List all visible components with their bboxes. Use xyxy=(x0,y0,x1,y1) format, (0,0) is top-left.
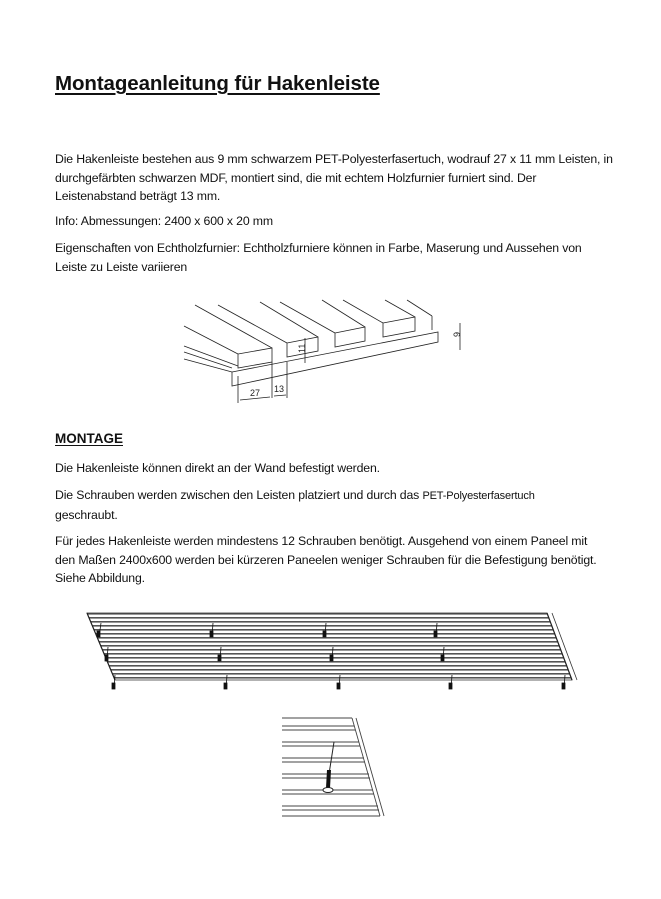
montage-paragraph-2-end: geschraubt. xyxy=(55,507,118,522)
dim-base-label: 9 xyxy=(452,331,462,337)
intro-paragraph: Die Hakenleiste bestehen aus 9 mm schwarzem PET-Polyesterfasertuch, wodrauf 27 x 11 mm Leisten, in durchgefärbten schwarzen MDF, montiert sind, die mit echtem Holzfurnier furniert sind. Der Leistenabstand beträgt 13 mm. xyxy=(55,152,613,203)
screw-detail-diagram xyxy=(280,712,390,820)
dim-width-label: 27 xyxy=(250,388,261,398)
montage-paragraph-2-small: PET-Polyesterfasertuch xyxy=(422,490,535,502)
page-title: Montageanleitung für Hakenleiste xyxy=(55,72,380,95)
montage-heading: MONTAGE xyxy=(55,431,123,446)
screw-layout-diagram xyxy=(85,605,585,690)
screw-icon xyxy=(323,742,334,793)
montage-paragraph-3: Für jedes Hakenleiste werden mindestens 12 Schrauben benötigt. Ausgehend von einem Paneel mit den Maßen 2400x600 werden bei kürzeren Paneelen weniger Schrauben für die Befestigung benötigt. Siehe Abbildung. xyxy=(55,534,597,585)
veneer-properties: Eigenschaften von Echtholzfurnier: Echtholzfurniere können in Farbe, Maserung und Aussehen von Leiste zu Leiste variieren xyxy=(55,241,582,274)
dim-height-label: 11 xyxy=(297,343,307,353)
montage-paragraph-2 xyxy=(55,486,575,524)
montage-paragraph-1: Die Hakenleiste können direkt an der Wand befestigt werden. xyxy=(55,461,380,475)
profile-dimension-diagram xyxy=(170,290,480,415)
info-dimensions: Info: Abmessungen: 2400 x 600 x 20 mm xyxy=(55,214,273,228)
dim-gap-label: 13 xyxy=(274,384,285,394)
montage-paragraph-2-main: Die Schrauben werden zwischen den Leisten platziert und durch das xyxy=(55,488,423,502)
